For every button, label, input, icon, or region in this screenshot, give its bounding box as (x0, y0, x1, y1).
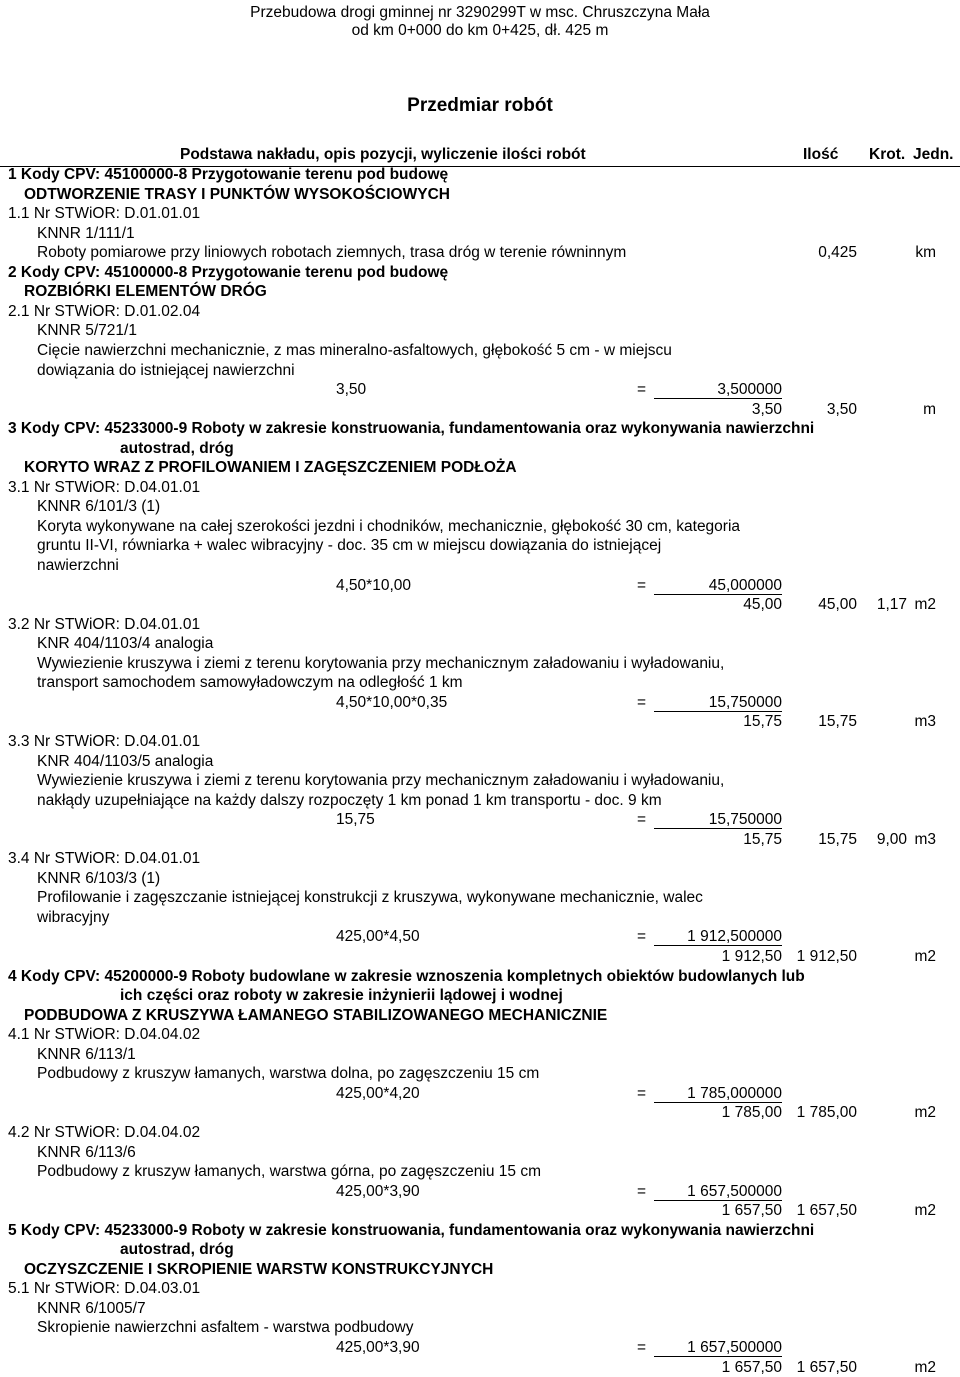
item-unit: m2 (914, 596, 936, 614)
item-result: 1 657,500000 (687, 1339, 782, 1356)
item-result: 1 912,500000 (687, 928, 782, 946)
item-unit: m3 (914, 713, 936, 731)
col-unit-header: Jedn. (913, 146, 954, 163)
item-formula: 425,00*3,90 (336, 1182, 420, 1200)
item-knr: KNNR 6/103/3 (1) (37, 869, 161, 887)
item-result: 15,750000 (708, 693, 782, 711)
header-line-1: Przebudowa drogi gminnej nr 3290299T w msc. Chruszczyna Mała (250, 4, 710, 21)
section-subheading: ROZBIÓRKI ELEMENTÓW DRÓG (24, 283, 267, 301)
item-sum: 1 657,50 (721, 1202, 782, 1220)
section-heading: 1 Kody CPV: 45100000-8 Przygotowanie terenu pod budowę (8, 166, 449, 183)
item-sum: 1 912,50 (721, 948, 782, 965)
item-formula: 15,75 (336, 811, 375, 829)
equals-sign: = (637, 693, 647, 711)
item-knr: KNNR 5/721/1 (37, 322, 137, 340)
item-description: nakłądy uzupełniające na każdy dalszy rozpoczęty 1 km ponad 1 km transportu - doc. 9 km (37, 791, 662, 809)
item-unit: m2 (914, 1202, 936, 1220)
item-knr: KNR 404/1103/4 analogia (37, 635, 214, 653)
item-formula: 4,50*10,00*0,35 (336, 693, 448, 711)
item-sum: 3,50 (751, 400, 782, 418)
section-heading-cont: autostrad, dróg (120, 1241, 234, 1259)
section-heading-cont: autostrad, dróg (120, 439, 234, 457)
section-subheading: KORYTO WRAZ Z PROFILOWANIEM I ZAGĘSZCZENIEM PODŁOŻA (24, 459, 517, 477)
equals-sign: = (637, 811, 647, 829)
item-description: gruntu II-VI, równiarka + walec wibracyjny - doc. 35 cm w miejscu dowiązania do istniejącej (37, 537, 662, 555)
item-description: Podbudowy z kruszyw łamanych, warstwa dolna, po zagęszczeniu 15 cm (37, 1065, 540, 1083)
item-result: 3,500000 (717, 381, 782, 399)
equals-sign: = (637, 1339, 647, 1356)
item-result: 1 785,000000 (687, 1084, 782, 1102)
section-heading: 3 Kody CPV: 45233000-9 Roboty w zakresie konstruowania, fundamentowania oraz wykonywania nawierzchni (8, 420, 815, 438)
item-knr: KNNR 6/113/1 (37, 1045, 136, 1063)
col-description-header: Podstawa nakładu, opis pozycji, wyliczenie ilości robót (180, 146, 586, 163)
item-sum: 15,75 (743, 713, 782, 731)
item-id: 5.1 Nr STWiOR: D.04.03.01 (8, 1280, 201, 1298)
item-id: 4.1 Nr STWiOR: D.04.04.02 (8, 1026, 201, 1044)
item-unit: km (915, 244, 936, 262)
section-subheading: OCZYSZCZENIE I SKROPIENIE WARSTW KONSTRUKCYJNYCH (24, 1260, 494, 1278)
item-id: 1.1 Nr STWiOR: D.01.01.01 (8, 205, 201, 223)
col-quantity-header: Ilość (803, 146, 839, 163)
item-sum: 45,00 (743, 596, 782, 614)
section-subheading: PODBUDOWA Z KRUSZYWA ŁAMANEGO STABILIZOWANEGO MECHANICZNIE (24, 1006, 608, 1024)
item-formula: 4,50*10,00 (336, 576, 411, 594)
item-knr: KNNR 6/101/3 (1) (37, 498, 161, 516)
item-description: Skropienie nawierzchni asfaltem - warstwa podbudowy (37, 1319, 414, 1337)
item-unit: m (923, 400, 936, 418)
item-description: Profilowanie i zagęszczanie istniejącej konstrukcji z kruszywa, wykonywane mechanicznie, walec (37, 889, 703, 907)
item-knr: KNR 404/1103/5 analogia (37, 752, 214, 770)
item-description: wibracyjny (37, 908, 110, 926)
item-quantity: 1 785,00 (796, 1104, 857, 1122)
item-knr: KNNR 6/1005/7 (37, 1299, 146, 1317)
item-unit: m2 (914, 1358, 936, 1376)
item-formula: 3,50 (336, 381, 367, 399)
item-formula: 425,00*4,50 (336, 928, 420, 946)
item-unit: m2 (914, 948, 936, 965)
item-description: Roboty pomiarowe przy liniowych robotach ziemnych, trasa dróg w terenie równinnym (37, 244, 627, 262)
header-line-2: od km 0+000 do km 0+425, dł. 425 m (351, 22, 609, 39)
item-quantity: 15,75 (818, 830, 857, 848)
item-description: nawierzchni (37, 557, 119, 574)
equals-sign: = (637, 1182, 647, 1200)
item-sum: 1 657,50 (721, 1358, 782, 1376)
item-description: Koryta wykonywane na całej szerokości jezdni i chodników, mechanicznie, głębokość 30 cm, kategoria (37, 517, 741, 535)
item-quantity: 1 657,50 (796, 1358, 857, 1376)
item-quantity: 45,00 (818, 596, 857, 614)
section-heading-cont: ich części oraz roboty w zakresie inżynierii lądowej i wodnej (120, 987, 563, 1005)
item-description: Podbudowy z kruszyw łamanych, warstwa górna, po zagęszczeniu 15 cm (37, 1163, 541, 1181)
equals-sign: = (637, 576, 647, 594)
item-description: Cięcie nawierzchni mechanicznie, z mas mineralno-asfaltowych, głębokość 5 cm - w miejscu (37, 341, 672, 359)
item-unit: m3 (914, 830, 936, 848)
section-heading: 2 Kody CPV: 45100000-8 Przygotowanie terenu pod budowę (8, 263, 449, 281)
item-knr: KNNR 1/111/1 (37, 224, 135, 242)
equals-sign: = (637, 381, 647, 399)
equals-sign: = (637, 928, 647, 946)
item-quantity: 15,75 (818, 713, 857, 731)
item-description: transport samochodem samowyładowczym na odległość 1 km (37, 674, 463, 692)
equals-sign: = (637, 1084, 647, 1102)
item-quantity: 1 912,50 (796, 948, 857, 965)
item-result: 15,750000 (708, 811, 782, 829)
item-krot: 1,17 (876, 596, 907, 614)
item-krot: 9,00 (876, 830, 907, 848)
item-id: 2.1 Nr STWiOR: D.01.02.04 (8, 302, 201, 320)
item-sum: 15,75 (743, 830, 782, 848)
item-id: 3.4 Nr STWiOR: D.04.01.01 (8, 850, 201, 868)
item-formula: 425,00*3,90 (336, 1339, 420, 1356)
page-title: Przedmiar robót (407, 95, 553, 116)
section-heading: 5 Kody CPV: 45233000-9 Roboty w zakresie konstruowania, fundamentowania oraz wykonywania nawierzchni (8, 1221, 815, 1239)
item-unit: m2 (914, 1104, 936, 1122)
section-heading: 4 Kody CPV: 45200000-9 Roboty budowlane w zakresie wznoszenia kompletnych obiektów budowlanych lub (8, 967, 805, 985)
item-description: dowiązania do istniejącej nawierzchni (37, 361, 295, 379)
item-description: Wywiezienie kruszywa i ziemi z terenu korytowania przy mechanicznym załadowaniu i wyładowaniu, (37, 654, 725, 672)
item-quantity: 1 657,50 (796, 1202, 857, 1220)
item-quantity: 3,50 (826, 400, 857, 418)
item-id: 4.2 Nr STWiOR: D.04.04.02 (8, 1123, 201, 1141)
item-quantity: 0,425 (818, 244, 857, 262)
item-formula: 425,00*4,20 (336, 1084, 420, 1102)
col-krot-header: Krot. (869, 146, 906, 163)
item-sum: 1 785,00 (721, 1104, 782, 1122)
item-id: 3.2 Nr STWiOR: D.04.01.01 (8, 615, 201, 633)
item-id: 3.3 Nr STWiOR: D.04.01.01 (8, 732, 201, 750)
item-result: 1 657,500000 (687, 1182, 782, 1200)
item-result: 45,000000 (708, 576, 782, 594)
item-description: Wywiezienie kruszywa i ziemi z terenu korytowania przy mechanicznym załadowaniu i wyładowaniu, (37, 772, 725, 790)
item-knr: KNNR 6/113/6 (37, 1143, 136, 1161)
item-id: 3.1 Nr STWiOR: D.04.01.01 (8, 478, 201, 496)
section-subheading: ODTWORZENIE TRASY I PUNKTÓW WYSOKOŚCIOWYCH (24, 185, 450, 203)
